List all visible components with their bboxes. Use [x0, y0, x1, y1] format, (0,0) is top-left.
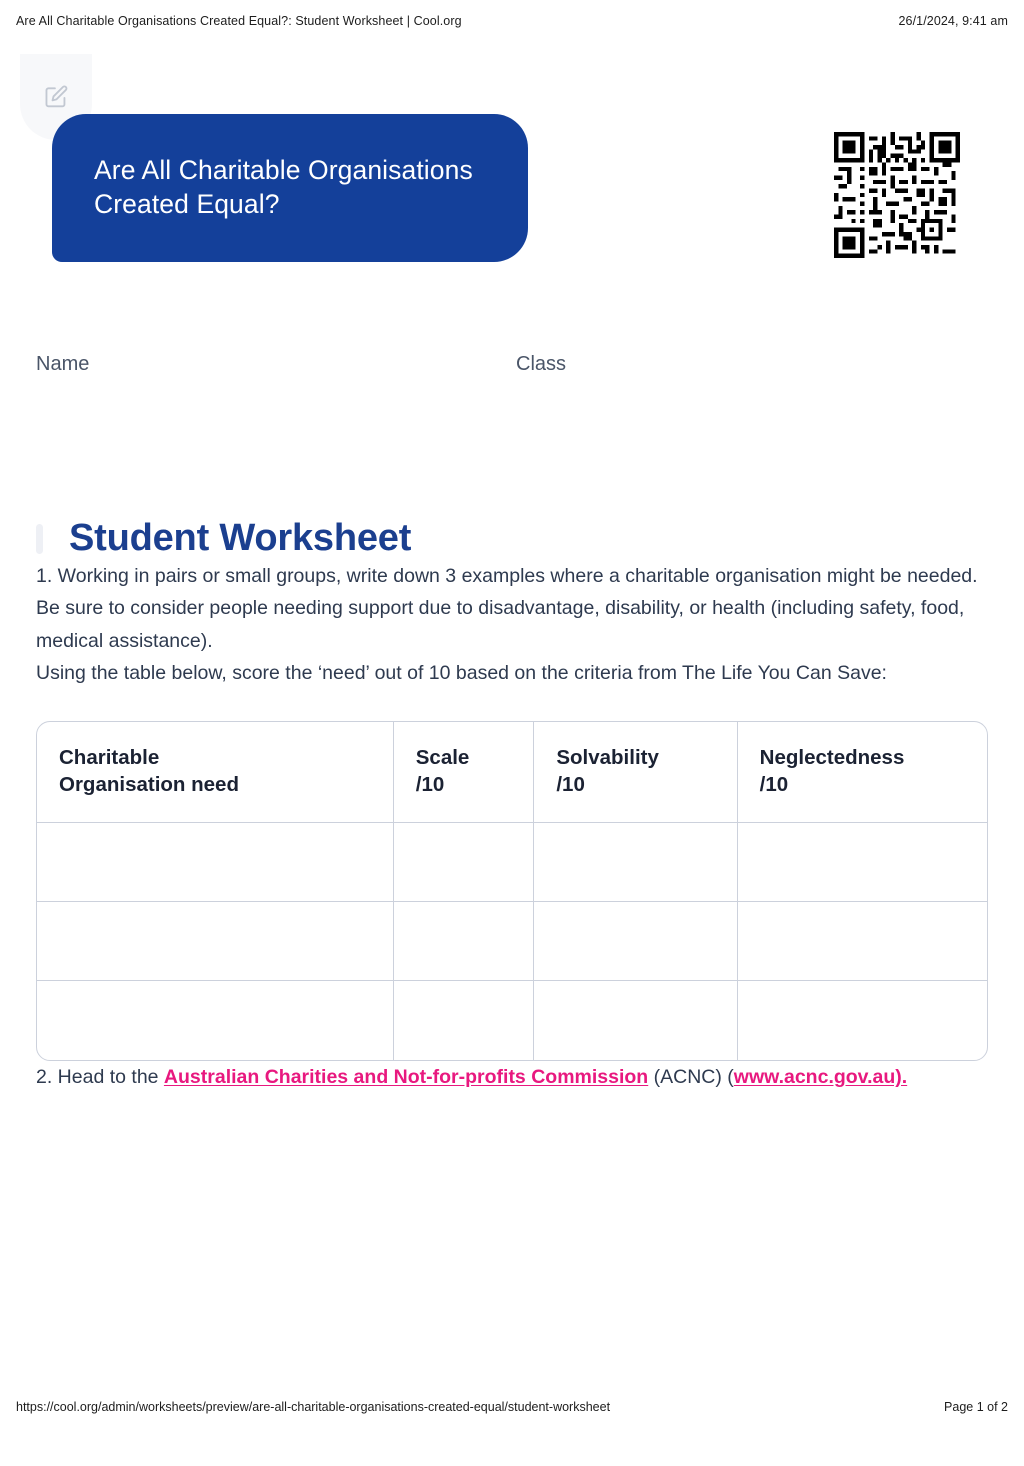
cell-organisation-need[interactable] — [37, 823, 393, 902]
cell-neglectedness[interactable] — [737, 902, 987, 981]
worksheet-title-badge — [52, 114, 528, 262]
worksheet-title-text: Are All Charitable Organisations Created Equal? — [94, 155, 473, 219]
cell-scale[interactable] — [393, 823, 534, 902]
table-header-row — [37, 722, 987, 823]
table-row — [37, 981, 987, 1060]
column-header-solvability — [534, 722, 737, 823]
name-field-label: Name — [36, 353, 90, 375]
print-header-timestamp: 26/1/2024, 9:41 am — [898, 14, 1008, 28]
table-row — [37, 902, 987, 981]
acnc-link[interactable]: Australian Charities and Not-for-profits Commission — [163, 1065, 649, 1088]
edit-pencil-square-icon — [43, 84, 69, 110]
qr-code-icon[interactable] — [834, 132, 960, 258]
header-line-2: Organisation need — [59, 773, 239, 797]
acnc-website-link[interactable]: www.acnc.gov.au). — [733, 1065, 908, 1088]
header-line-1: Solvability — [556, 746, 659, 770]
column-header-organisation-need — [37, 722, 393, 823]
header-line-1: Scale — [415, 746, 470, 770]
class-field-label: Class — [516, 353, 567, 375]
heading-accent-bar — [36, 524, 43, 554]
worksheet-page — [0, 46, 1024, 1093]
cell-scale[interactable] — [393, 981, 534, 1060]
cell-solvability[interactable] — [534, 981, 737, 1060]
question-2-text — [36, 1061, 988, 1093]
hero-title-zone — [36, 46, 988, 261]
column-header-neglectedness — [737, 722, 987, 823]
header-line-1: Charitable — [59, 746, 160, 770]
print-header-title: Are All Charitable Organisations Created Equal?: Student Worksheet | Cool.org — [16, 14, 462, 28]
cell-organisation-need[interactable] — [37, 981, 393, 1060]
print-header — [0, 14, 1024, 28]
student-fields-row — [36, 353, 988, 376]
column-header-scale — [393, 722, 534, 823]
header-line-2: /10 — [759, 773, 789, 797]
cell-solvability[interactable] — [534, 902, 737, 981]
header-line-2: /10 — [415, 773, 445, 797]
print-footer-url: https://cool.org/admin/worksheets/preview/are-all-charitable-organisations-created-equal/student-worksheet — [16, 1400, 611, 1414]
cell-neglectedness[interactable] — [737, 823, 987, 902]
question-2-middle: (ACNC) ( — [648, 1065, 734, 1088]
cell-solvability[interactable] — [534, 823, 737, 902]
cell-neglectedness[interactable] — [737, 981, 987, 1060]
scoring-table — [36, 721, 988, 1061]
question-1-text: 1. Working in pairs or small groups, write down 3 examples where a charitable organisation might be needed. Be sure to consider people needing support due to disadvantage, disability, or health (including safety, food, medical assistance). — [36, 564, 978, 652]
cell-organisation-need[interactable] — [37, 902, 393, 981]
cell-scale[interactable] — [393, 902, 534, 981]
question-2-prefix: 2. Head to the — [36, 1065, 164, 1088]
table-row — [37, 823, 987, 902]
table-intro-text: Using the table below, score the ‘need’ out of 10 based on the criteria from The Life You Can Save: — [36, 661, 887, 684]
page-title — [36, 518, 988, 560]
print-footer — [0, 1400, 1024, 1414]
page-title-text: Student Worksheet — [69, 517, 412, 559]
print-footer-page-number: Page 1 of 2 — [944, 1400, 1008, 1414]
header-line-2: /10 — [556, 773, 585, 797]
header-line-1: Neglectedness — [759, 746, 905, 770]
